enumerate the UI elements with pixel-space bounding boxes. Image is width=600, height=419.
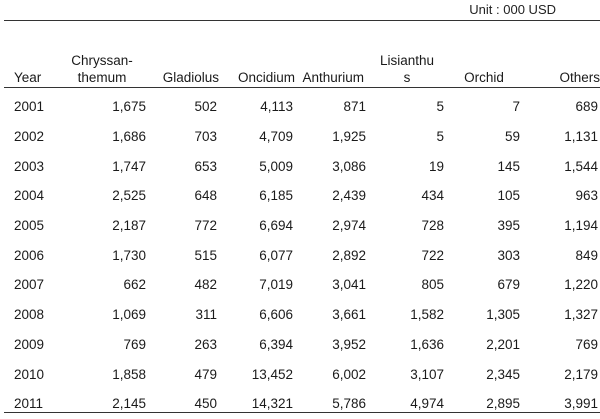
header-year: Year — [14, 70, 42, 85]
cell-others: 849 — [575, 247, 598, 263]
table-row — [4, 270, 600, 300]
cell-oncidium: 6,694 — [259, 218, 293, 234]
cell-gladiolus: 653 — [194, 158, 217, 174]
cell-orchid: 303 — [497, 247, 520, 263]
table-header — [4, 22, 600, 92]
unit-label: Unit : 000 USD — [469, 2, 556, 17]
cell-anthurium: 2,974 — [332, 218, 366, 234]
cell-oncidium: 6,077 — [259, 247, 293, 263]
cell-year: 2009 — [14, 336, 45, 352]
cell-chrysanthemum: 1,858 — [112, 366, 146, 382]
cell-oncidium: 13,452 — [251, 366, 293, 382]
cell-orchid: 679 — [497, 277, 520, 293]
cell-anthurium: 3,086 — [332, 158, 366, 174]
cell-year: 2006 — [14, 247, 45, 263]
cell-others: 1,544 — [564, 158, 598, 174]
cell-lisianthus: 1,582 — [410, 307, 444, 323]
cell-anthurium: 2,439 — [332, 188, 366, 204]
cell-orchid: 2,895 — [486, 396, 520, 412]
cell-others: 1,220 — [564, 277, 598, 293]
cell-chrysanthemum: 1,675 — [112, 99, 146, 115]
cell-chrysanthemum: 1,747 — [112, 158, 146, 174]
table-body — [4, 92, 600, 419]
cell-orchid: 145 — [497, 158, 520, 174]
cell-year: 2011 — [14, 396, 44, 412]
cell-others: 1,131 — [564, 129, 598, 145]
cell-lisianthus: 434 — [421, 188, 444, 204]
header-row — [4, 22, 600, 92]
cell-gladiolus: 311 — [195, 307, 217, 323]
cell-orchid: 395 — [497, 218, 520, 234]
table-row — [4, 359, 600, 389]
cell-oncidium: 14,321 — [251, 396, 293, 412]
cell-year: 2002 — [14, 129, 45, 145]
cell-oncidium: 4,709 — [259, 129, 293, 145]
cell-year: 2005 — [14, 218, 45, 234]
cell-others: 3,991 — [564, 396, 598, 412]
cell-orchid: 2,345 — [486, 366, 520, 382]
cell-chrysanthemum: 769 — [123, 336, 146, 352]
cell-lisianthus: 728 — [421, 218, 444, 234]
cell-orchid: 1,305 — [486, 307, 520, 323]
cell-lisianthus: 5 — [436, 129, 444, 145]
cell-anthurium: 5,786 — [332, 396, 366, 412]
cell-year: 2007 — [14, 277, 45, 293]
cell-others: 963 — [575, 188, 598, 204]
table-row — [4, 389, 600, 419]
cell-gladiolus: 479 — [194, 366, 217, 382]
cell-chrysanthemum: 2,525 — [112, 188, 146, 204]
cell-lisianthus: 1,636 — [410, 336, 444, 352]
cell-year: 2008 — [14, 307, 45, 323]
cell-anthurium: 6,002 — [332, 366, 366, 382]
cell-chrysanthemum: 2,187 — [112, 218, 146, 234]
header-others: Others — [559, 70, 600, 85]
cell-gladiolus: 515 — [194, 247, 217, 263]
cell-lisianthus: 3,107 — [410, 366, 444, 382]
cell-orchid: 105 — [497, 188, 520, 204]
table-row — [4, 240, 600, 270]
cell-lisianthus: 5 — [436, 99, 444, 115]
cell-oncidium: 5,009 — [259, 158, 293, 174]
header-anthurium: Anthurium — [302, 70, 364, 85]
cell-others: 1,327 — [564, 307, 598, 323]
cell-lisianthus: 19 — [428, 158, 444, 174]
cell-year: 2004 — [14, 188, 45, 204]
cell-gladiolus: 450 — [194, 396, 217, 412]
cell-oncidium: 6,185 — [259, 188, 293, 204]
cell-orchid: 59 — [504, 129, 520, 145]
cell-lisianthus: 722 — [421, 247, 444, 263]
cell-chrysanthemum: 1,730 — [112, 247, 146, 263]
cell-anthurium: 3,952 — [332, 336, 366, 352]
cell-gladiolus: 263 — [194, 336, 217, 352]
cell-chrysanthemum: 1,686 — [112, 129, 146, 145]
cell-lisianthus: 805 — [421, 277, 444, 293]
header-gladiolus: Gladiolus — [162, 70, 219, 85]
table-row — [4, 151, 600, 181]
header-lisianthus: Lisianthu s — [379, 53, 435, 85]
cell-gladiolus: 502 — [194, 99, 217, 115]
cell-anthurium: 871 — [343, 99, 366, 115]
flower-export-table — [4, 22, 600, 419]
table-top-rule — [4, 20, 600, 21]
header-orchid: Orchid — [464, 70, 504, 85]
table-row — [4, 122, 600, 152]
cell-oncidium: 7,019 — [259, 277, 293, 293]
cell-gladiolus: 772 — [194, 218, 217, 234]
cell-oncidium: 4,113 — [260, 99, 293, 115]
cell-anthurium: 3,041 — [332, 277, 366, 293]
cell-oncidium: 6,606 — [259, 307, 293, 323]
cell-others: 769 — [575, 336, 598, 352]
cell-gladiolus: 648 — [194, 188, 217, 204]
cell-orchid: 7 — [512, 99, 520, 115]
cell-chrysanthemum: 1,069 — [112, 307, 146, 323]
cell-orchid: 2,201 — [486, 336, 520, 352]
table-row — [4, 92, 600, 122]
cell-gladiolus: 482 — [194, 277, 217, 293]
table-row — [4, 211, 600, 241]
header-chrysanthemum: Chryssan- themum — [71, 53, 133, 85]
cell-others: 689 — [575, 99, 598, 115]
cell-lisianthus: 4,974 — [410, 396, 444, 412]
cell-anthurium: 2,892 — [332, 247, 366, 263]
table-row — [4, 330, 600, 360]
cell-gladiolus: 703 — [194, 129, 217, 145]
table-row — [4, 300, 600, 330]
cell-year: 2003 — [14, 158, 45, 174]
cell-others: 1,194 — [564, 218, 598, 234]
cell-year: 2001 — [14, 99, 45, 115]
cell-anthurium: 3,661 — [332, 307, 366, 323]
cell-oncidium: 6,394 — [259, 336, 293, 352]
header-oncidium: Oncidium — [237, 70, 295, 85]
cell-chrysanthemum: 662 — [123, 277, 146, 293]
cell-others: 2,179 — [564, 366, 598, 382]
cell-anthurium: 1,925 — [332, 129, 366, 145]
cell-chrysanthemum: 2,145 — [112, 396, 146, 412]
table-row — [4, 181, 600, 211]
cell-year: 2010 — [14, 366, 45, 382]
